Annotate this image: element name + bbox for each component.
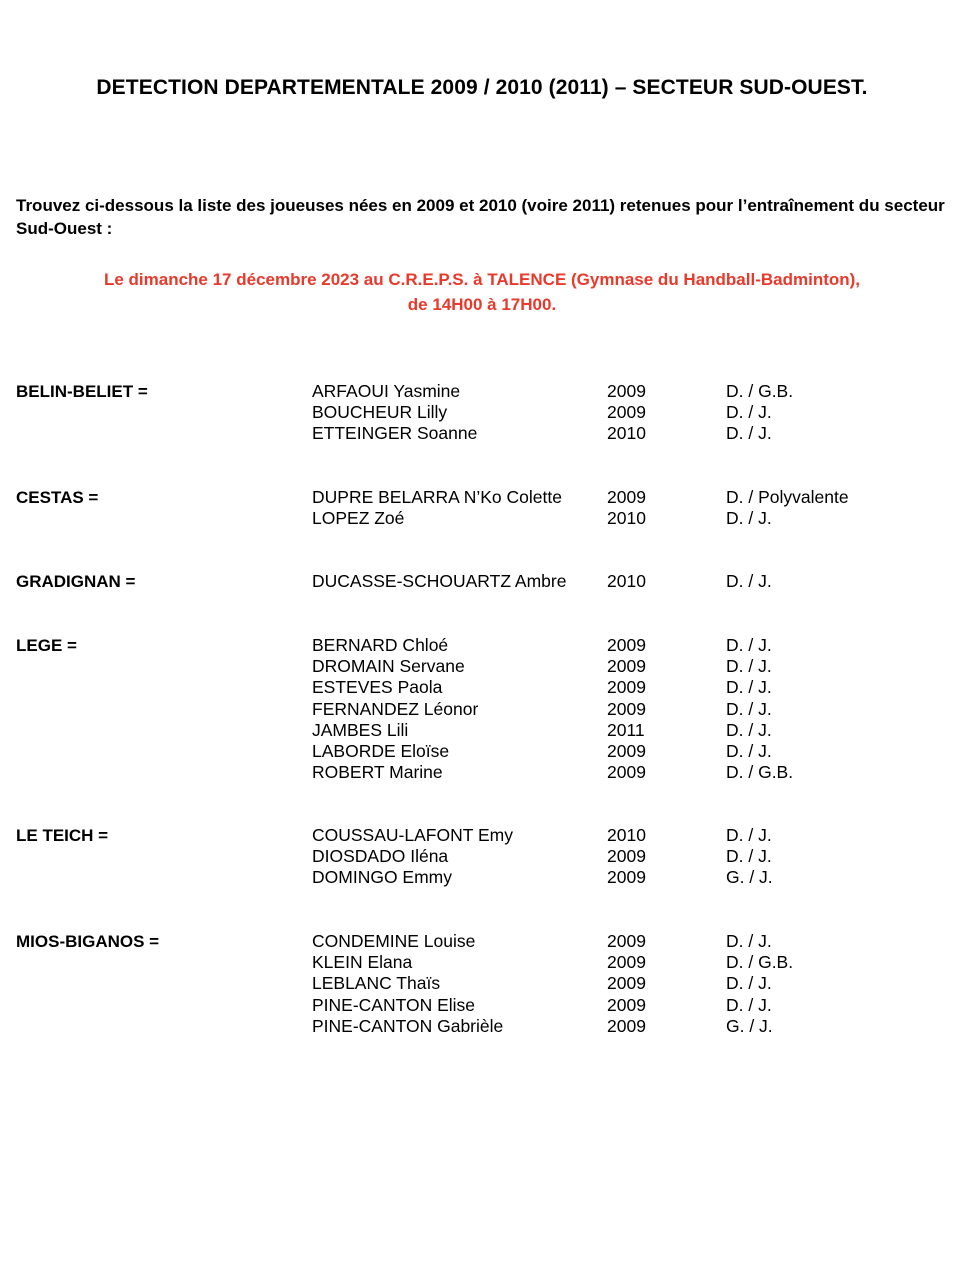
player-row — [0, 402, 964, 423]
player-row — [0, 762, 964, 783]
club-name: MIOS-BIGANOS = — [16, 932, 160, 951]
player-position: D. / J. — [726, 508, 772, 529]
player-position: D. / J. — [726, 846, 772, 867]
player-row — [0, 699, 964, 720]
event-time: de 14H00 à 17H00. — [407, 295, 557, 314]
player-name: DROMAIN Servane — [312, 656, 465, 677]
player-name: JAMBES Lili — [312, 719, 409, 740]
event-details — [0, 267, 964, 317]
player-position: D. / J. — [726, 931, 772, 951]
player-position: D. / J. — [726, 719, 772, 740]
player-list — [0, 931, 964, 1037]
player-birth-year: 2009 — [607, 402, 646, 423]
player-birth-year: 2009 — [607, 635, 646, 655]
player-row — [0, 867, 964, 888]
intro-text: Trouvez ci-dessous la liste des joueuses nées en 2009 et 2010 (voire 2011) retenues pour l’entraînement du secteur Sud-Ouest : — [16, 196, 945, 238]
player-birth-year: 2009 — [607, 762, 646, 783]
player-row — [0, 720, 964, 741]
player-row — [0, 973, 964, 994]
player-birth-year: 2009 — [607, 381, 646, 401]
player-name: DUCASSE-SCHOUARTZ Ambre — [312, 571, 567, 591]
player-name: BERNARD Chloé — [312, 635, 449, 655]
player-position: D. / J. — [726, 973, 772, 994]
player-row — [0, 677, 964, 698]
player-row — [0, 656, 964, 677]
player-name: LABORDE Eloïse — [312, 740, 450, 761]
event-date-location: Le dimanche 17 décembre 2023 au C.R.E.P.S. à TALENCE (Gymnase du Handball-Badminton), — [103, 270, 861, 289]
player-birth-year: 2009 — [607, 487, 646, 507]
player-birth-year: 2011 — [607, 719, 645, 740]
player-position: D. / J. — [726, 825, 772, 845]
player-position: D. / J. — [726, 740, 772, 761]
player-position: D. / J. — [726, 402, 772, 423]
player-name: PINE-CANTON Gabrièle — [312, 1015, 504, 1036]
player-name: COUSSAU-LAFONT Emy — [312, 825, 513, 845]
player-position: D. / J. — [726, 571, 772, 591]
player-row — [0, 487, 964, 508]
player-birth-year: 2009 — [607, 931, 646, 951]
player-birth-year: 2009 — [607, 867, 646, 888]
player-row — [0, 741, 964, 762]
player-birth-year: 2009 — [607, 973, 646, 994]
player-position: D. / G.B. — [726, 762, 794, 783]
player-position: D. / J. — [726, 677, 772, 698]
player-name: LOPEZ Zoé — [312, 508, 405, 529]
player-name: ROBERT Marine — [312, 762, 443, 783]
player-position: D. / J. — [726, 635, 772, 655]
player-list — [0, 825, 964, 889]
player-list — [0, 381, 964, 445]
player-name: DIOSDADO Iléna — [312, 846, 449, 867]
club-name: CESTAS = — [16, 488, 99, 507]
player-birth-year: 2009 — [607, 994, 646, 1015]
player-name: DUPRE BELARRA N’Ko Colette — [312, 487, 562, 507]
player-row — [0, 846, 964, 867]
club-name: BELIN-BELIET = — [16, 382, 148, 401]
player-position: D. / J. — [726, 994, 772, 1015]
player-birth-year: 2009 — [607, 1015, 646, 1036]
player-list — [0, 635, 964, 783]
player-name: CONDEMINE Louise — [312, 931, 476, 951]
player-birth-year: 2010 — [607, 508, 646, 529]
player-position: G. / J. — [726, 867, 773, 888]
player-birth-year: 2009 — [607, 677, 646, 698]
player-row — [0, 931, 964, 952]
player-position: D. / J. — [726, 423, 772, 444]
player-position: G. / J. — [726, 1015, 773, 1036]
player-birth-year: 2009 — [607, 656, 646, 677]
player-name: KLEIN Elana — [312, 952, 413, 973]
player-row — [0, 952, 964, 973]
player-row — [0, 635, 964, 656]
player-birth-year: 2009 — [607, 952, 646, 973]
club-name: LEGE = — [16, 636, 77, 655]
player-name: PINE-CANTON Elise — [312, 994, 476, 1015]
player-list — [0, 571, 964, 592]
player-name: DOMINGO Emmy — [312, 867, 452, 888]
player-name: LEBLANC Thaïs — [312, 973, 441, 994]
player-name: ETTEINGER Soanne — [312, 423, 478, 444]
player-name: BOUCHEUR Lilly — [312, 402, 448, 423]
player-position: D. / G.B. — [726, 381, 794, 401]
player-row — [0, 571, 964, 592]
player-name: ARFAOUI Yasmine — [312, 381, 461, 401]
player-name: FERNANDEZ Léonor — [312, 698, 479, 719]
player-row — [0, 1016, 964, 1037]
player-list — [0, 487, 964, 529]
player-birth-year: 2010 — [607, 571, 646, 591]
club-name: LE TEICH = — [16, 826, 109, 845]
player-position: D. / G.B. — [726, 952, 794, 973]
player-birth-year: 2010 — [607, 423, 646, 444]
player-position: D. / J. — [726, 656, 772, 677]
player-row — [0, 508, 964, 529]
player-row — [0, 423, 964, 444]
player-birth-year: 2009 — [607, 846, 646, 867]
player-birth-year: 2010 — [607, 825, 646, 845]
player-row — [0, 825, 964, 846]
player-birth-year: 2009 — [607, 740, 646, 761]
player-position: D. / J. — [726, 698, 772, 719]
club-name: GRADIGNAN = — [16, 572, 136, 591]
player-name: ESTEVES Paola — [312, 677, 443, 698]
player-row — [0, 381, 964, 402]
player-birth-year: 2009 — [607, 698, 646, 719]
player-row — [0, 995, 964, 1016]
player-position: D. / Polyvalente — [726, 487, 849, 507]
page-title: DETECTION DEPARTEMENTALE 2009 / 2010 (2011) – SECTEUR SUD-OUEST. — [96, 76, 868, 99]
